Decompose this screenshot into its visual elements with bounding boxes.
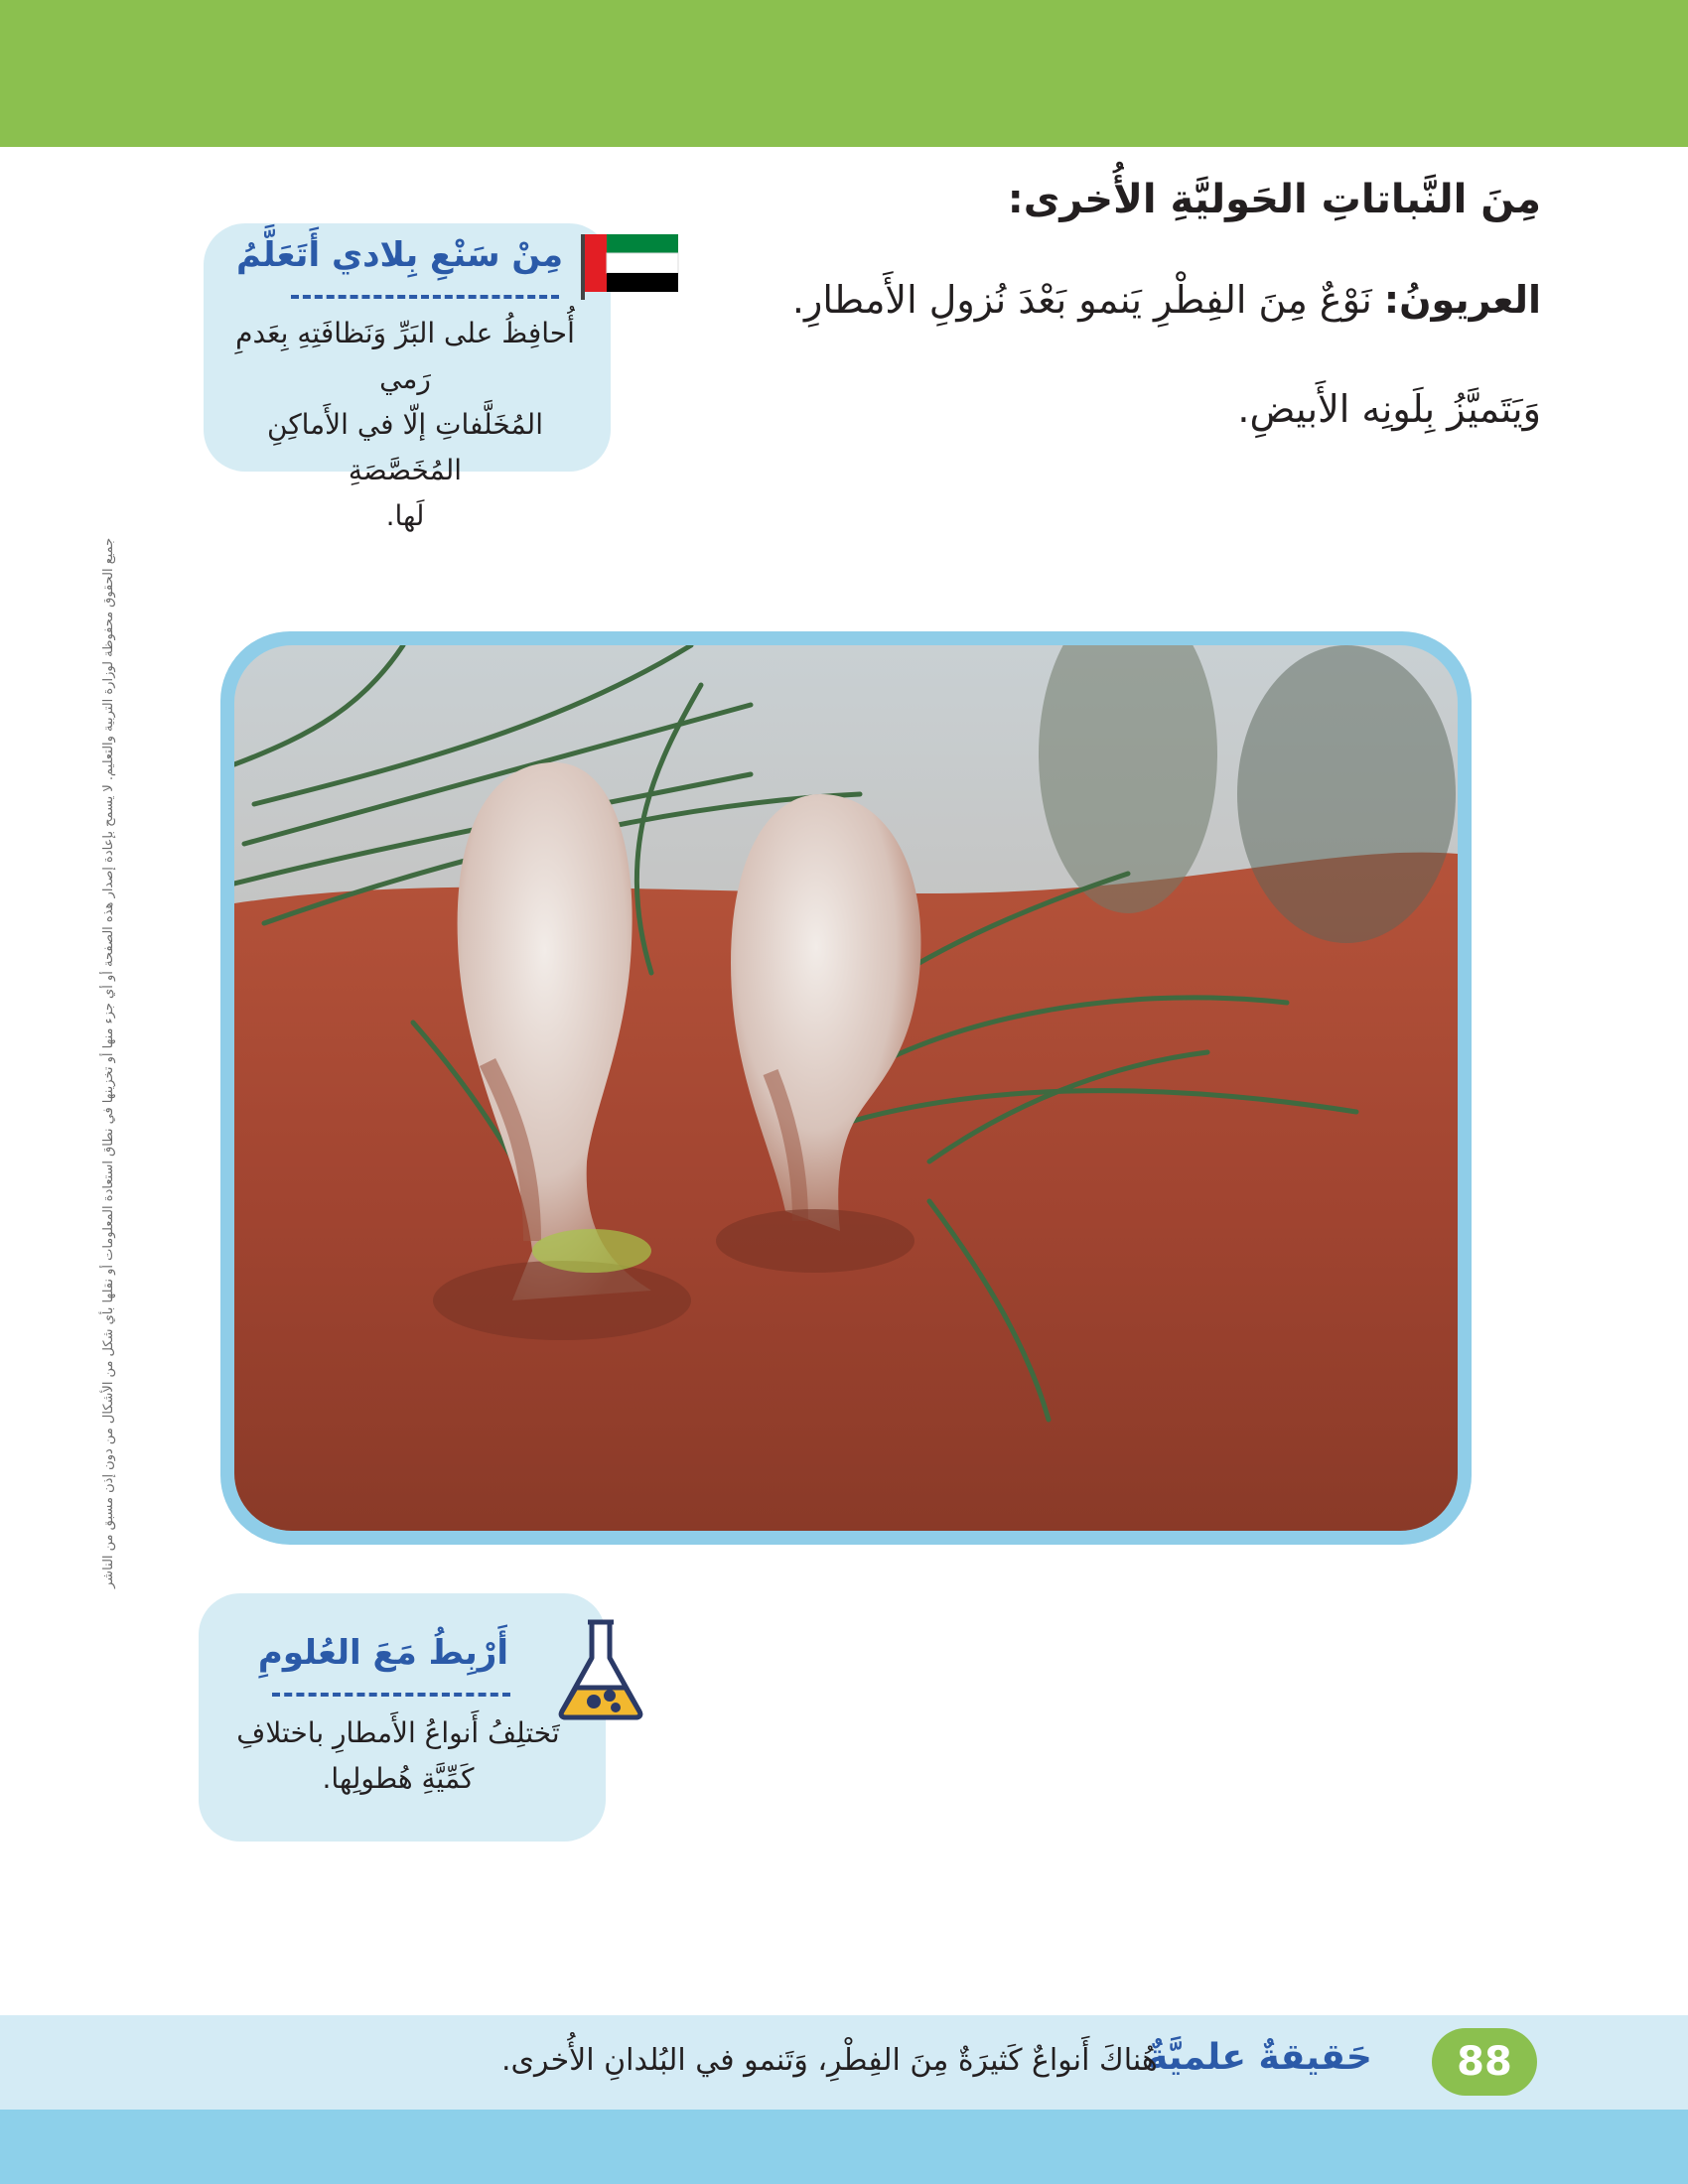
scientific-fact-title: حَقيقةٌ علميَّةٌ (1147, 2037, 1372, 2078)
link-with-science-box (199, 1593, 606, 1842)
uae-flag-icon (581, 230, 682, 300)
science-line-1: تَختلِفُ أَنواعُ الأَمطارِ باختلافِ (236, 1716, 560, 1749)
learn-line-1: أُحافِظُ على البَرِّ وَنَظافَتِهِ بِعَدمِ رَمي (235, 317, 575, 395)
learn-box-title: مِنْ سَنْعِ بِلادي أَتَعَلَّمُ (235, 235, 563, 275)
page-number: 88 (1432, 2028, 1537, 2096)
copyright-note: جميع الحقوق محفوظة لوزارة التربية والتعليم. لا يسمح بإعادة إصدار هذه الصفحة أو أي جزء منها أو تخزينها في نطاق استعادة المعلومات أو نقلها بأي شكل من الأشكال من دون إذن مسبق من الناشر (101, 537, 116, 1588)
science-box-text (205, 1710, 592, 1802)
flask-icon (556, 1616, 645, 1720)
feature-paragraph: وَيَتَميَّزُ بِلَونِه الأَبيضِ. (1237, 387, 1541, 431)
term-label: العريونُ: (1383, 278, 1541, 322)
top-color-band (0, 0, 1688, 147)
learn-line-3: لَها. (385, 499, 425, 532)
science-box-title: أَرْبِطُ مَعَ العُلومِ (257, 1633, 508, 1673)
desert-mushroom-photo (234, 645, 1458, 1531)
definition-paragraph (792, 278, 1541, 322)
title-underline (291, 295, 559, 299)
definition-text: نَوْعٌ مِنَ الفِطْرِ يَنمو بَعْدَ نُزولِ الأَمطارِ. (791, 278, 1372, 322)
title-underline (272, 1693, 510, 1697)
footer-bottom-strip (0, 2110, 1688, 2184)
science-line-2: كَمِّيَّةِ هُطولِها. (322, 1762, 475, 1795)
learn-line-2: المُخَلَّفاتِ إلّا في الأَماكِنِ المُخَصَّصَةِ (267, 408, 543, 486)
section-heading: مِنَ النَّباتاتِ الحَوليَّةِ الأُخرى: (1007, 177, 1541, 222)
learn-box-text (211, 311, 599, 539)
scientific-fact-text: هُناكَ أَنواعٌ كَثيرَةٌ مِنَ الفِطْرِ، وَتَنمو في البُلدانِ الأُخرى. (501, 2043, 1158, 2078)
learn-from-my-country-box (204, 223, 611, 532)
photo-frame (220, 631, 1472, 1545)
